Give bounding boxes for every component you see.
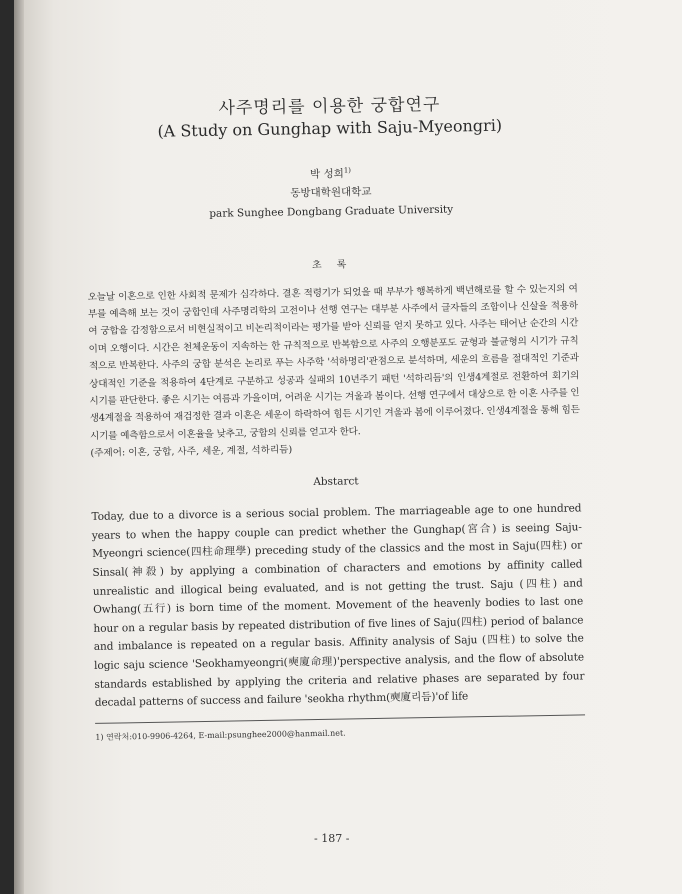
abstract-korean: 오늘날 이혼으로 인한 사회적 문제가 심각하다. 결혼 적령기가 되었을 때 부부가 행복하게 백년해로를 할 수 있는지의 여부를 예측해 보는 것이 궁합인데 사주명리학의 고전이나 선행 연구는 대부분 사주에서 글자들의 조합이나 신살을 적용하여 궁합을 감정함으로서 비현실적이고 비논리적이라는 평가를 받아 신뢰를 얻지 못하고 있다. 사주는 태어난 순간의 시간이며 오행이다. 시간은 천체운동이 지속하는 한 규칙적으로 반복함으로 사주의 오행분포도 균형과 불균형의 시기가 규칙적으로 반복한다. 사주의 궁합 분석은 논리로 푸는 사주학 '석하명리'관점으로 분석하며, 세운의 흐름을 절대적인 기준과 상대적인 기준을 적용하여 4단계로 구분하고 성공과 실패의 10년주기 패턴 '석하리듬'의 인생4계절로 전환하여 회기의 시기를 판단한다. 좋은 시기는 여름과 가을이며, 어려운 시기는 겨울과 봄이다. 선행 연구에서 대상으로 한 이혼 사주를 인생4계절을 적용하여 재검정한 결과 이혼은 세운이 하락하여 힘든 시기인 겨울과 봄에 이루어졌다. 인생4계절을 통해 힘든 시기를 예측함으로서 이혼율을 낮추고, 궁합의 신뢰를 얻고자 한다.	[87, 282, 580, 442]
footnote-mark: 1)	[343, 166, 352, 175]
title-english: (A Study on Gunghap with Saju-Myeongri)	[157, 115, 503, 141]
paper-content	[84, 77, 585, 742]
abstract-en-heading: Abstarct	[313, 475, 359, 489]
abstract-ko-heading: 초 록	[311, 258, 353, 271]
author-english-line: park Sunghee Dongbang Graduate University	[209, 203, 454, 220]
book-page	[14, 0, 682, 894]
abstract-english: Today, due to a divorce is a serious social problem. The marriageable age to one hundred years to when the happy couple can predict whether the Gunghap(宮合) is seeing Saju-Myeongri science(四柱命理學) preceding study of the classics and the most in Saju(四柱) or Sinsal(神殺) by applying a combination of characters and emotions by affinity called unrealistic and illogical being evaluated, and is not getting the trust. Saju (四柱) and Owhang(五行) is born time of the moment. Movement of the heavenly bodies to last one hour on a regular basis by repeated distribution of five lines of Saju(四柱) period of balance and imbalance is repeated on a regular basis. Affinity analysis of Saju (四柱) to solve the logic saju science 'Seokhamyeongri(奭廈命理)'perspective analysis, and the flow of absolute standards established by applying the criteria and relative phases are separated by four decadal patterns of success and failure 'seokha rhythm(奭廈리듬)'of life	[91, 502, 585, 709]
book-spine-shadow	[14, 0, 24, 894]
author-name-ko: 박 성희	[309, 167, 344, 181]
keywords-korean: (주제어: 이혼, 궁합, 사주, 세운, 계절, 석하리듬)	[90, 444, 293, 460]
footnote-rule	[95, 714, 585, 724]
author-affiliation: 동방대학원대학교	[290, 185, 372, 199]
page-number: - 187 -	[314, 832, 350, 845]
footnote: 1) 연락처:010-9906-4264, E-mail:psunghee2000@hanmail.net.	[95, 728, 346, 742]
title-korean: 사주명리를 이용한 궁합연구	[218, 94, 441, 119]
